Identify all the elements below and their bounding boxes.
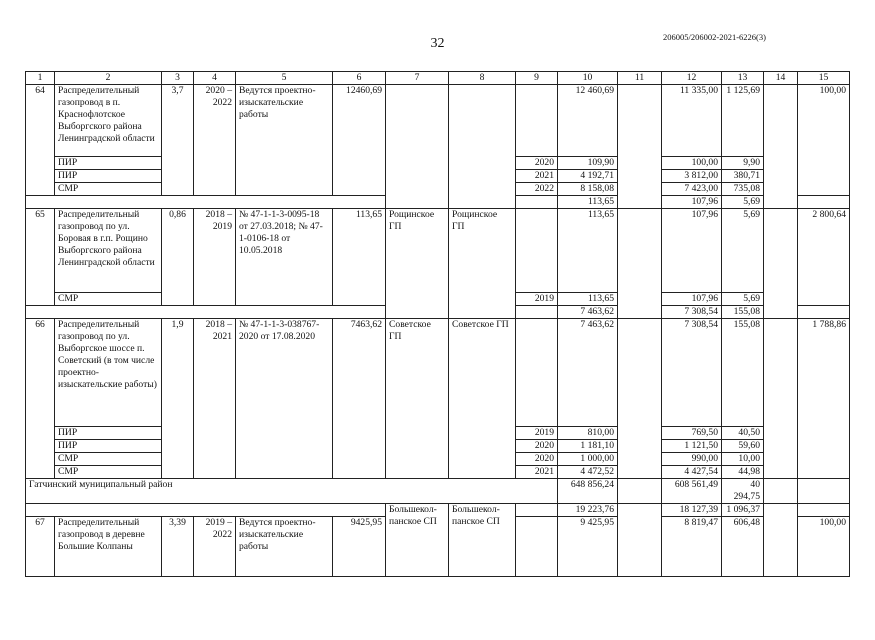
blank-cell <box>618 479 662 504</box>
value-cell <box>618 504 662 577</box>
value-cell: 7 423,00 <box>662 183 722 196</box>
object-name: Распределительный газопровод в деревне Большие Колпаны <box>55 517 162 577</box>
work-type: СМР <box>55 466 162 479</box>
value-cell: 3 812,00 <box>662 170 722 183</box>
value-cell: 5,69 <box>722 196 764 209</box>
row-number: 65 <box>26 209 55 306</box>
value-cell: 9,90 <box>722 157 764 170</box>
object-name: Распределительный газопровод в п. Краснофлотское Выборгского района Ленинградской области <box>55 85 162 157</box>
blank-cell <box>516 504 558 517</box>
value-cell: 107,96 <box>662 293 722 306</box>
value-cell <box>764 319 798 479</box>
value-cell: 18 127,39 <box>662 504 722 517</box>
value-cell: 648 856,24 <box>558 479 618 504</box>
work-type: СМР <box>55 293 162 306</box>
blank-cell <box>798 504 850 517</box>
municipality-cell: Советское ГП <box>386 319 449 479</box>
year-cell: 2020 <box>516 440 558 453</box>
blank-cell <box>798 306 850 319</box>
value-cell <box>764 504 798 577</box>
period-cell: 2020 – 2022 <box>194 85 236 196</box>
header-cell: 1 <box>26 72 55 85</box>
value-cell: 1 181,10 <box>558 440 618 453</box>
district-label: Гатчинский муниципальный район <box>26 479 558 504</box>
value-cell: 735,08 <box>722 183 764 196</box>
object-name: Распределительный газопровод по ул. Выборгское шоссе п. Советский (в том числе проектно-изыскательские работы) <box>55 319 162 427</box>
year-cell <box>516 85 558 157</box>
value-cell: 107,96 <box>662 196 722 209</box>
period-cell: 2018 – 2021 <box>194 319 236 479</box>
value-cell: 59,60 <box>722 440 764 453</box>
header-cell: 2 <box>55 72 162 85</box>
municipality-cell: Большекол-панское СП <box>449 504 516 577</box>
value-cell: 4 192,71 <box>558 170 618 183</box>
header-row <box>26 72 850 85</box>
value-cell <box>516 196 558 209</box>
value-cell: 155,08 <box>722 306 764 319</box>
work-type: ПИР <box>55 170 162 183</box>
value-cell <box>618 209 662 319</box>
value-cell <box>764 85 798 209</box>
value-cell: 380,71 <box>722 170 764 183</box>
year-cell: 2019 <box>516 293 558 306</box>
municipality-cell <box>386 85 449 209</box>
value-cell: 606,48 <box>722 517 764 577</box>
work-type: ПИР <box>55 157 162 170</box>
year-cell: 2020 <box>516 453 558 466</box>
blank-cell <box>798 479 850 504</box>
value-cell: 1 121,50 <box>662 440 722 453</box>
length-cell: 1,9 <box>162 319 194 479</box>
work-type: ПИР <box>55 440 162 453</box>
row-number: 64 <box>26 85 55 196</box>
value-cell: 100,00 <box>798 85 850 196</box>
work-type: СМР <box>55 183 162 196</box>
year-cell: 2020 <box>516 157 558 170</box>
value-cell: 1 096,37 <box>722 504 764 517</box>
value-cell: 4 427,54 <box>662 466 722 479</box>
work-type: ПИР <box>55 427 162 440</box>
value-cell: 4 472,52 <box>558 466 618 479</box>
value-cell: 1 000,00 <box>558 453 618 466</box>
table-row <box>26 85 850 157</box>
value-cell: 990,00 <box>662 453 722 466</box>
municipality-cell: Большекол-панское СП <box>386 504 449 577</box>
object-name: Распределительный газопровод по ул. Боровая в г.п. Рощино Выборгского района Ленинградской области <box>55 209 162 293</box>
value-cell: 7 308,54 <box>662 319 722 427</box>
header-cell: 8 <box>449 72 516 85</box>
value-cell: 769,50 <box>662 427 722 440</box>
value-cell: 9 425,95 <box>558 517 618 577</box>
length-cell: 3,7 <box>162 85 194 196</box>
value-cell: 155,08 <box>722 319 764 427</box>
year-cell <box>516 517 558 577</box>
value-cell: 100,00 <box>662 157 722 170</box>
value-cell: 107,96 <box>662 209 722 293</box>
cost-cell: 7463,62 <box>333 319 386 479</box>
municipality-cell <box>449 85 516 209</box>
header-cell: 12 <box>662 72 722 85</box>
permit-cell: № 47-1-1-3-038767-2020 от 17.08.2020 <box>236 319 333 479</box>
value-cell: 8 158,08 <box>558 183 618 196</box>
permit-cell: Ведутся проектно-изыскательские работы <box>236 517 333 577</box>
value-cell: 2 800,64 <box>798 209 850 306</box>
value-cell: 113,65 <box>558 293 618 306</box>
value-cell: 113,65 <box>558 209 618 293</box>
municipality-cell: Рощинское ГП <box>449 209 516 319</box>
value-cell: 40,50 <box>722 427 764 440</box>
year-cell: 2021 <box>516 170 558 183</box>
municipality-total-row <box>26 504 850 517</box>
header-cell: 7 <box>386 72 449 85</box>
value-cell: 1 125,69 <box>722 85 764 157</box>
header-cell: 5 <box>236 72 333 85</box>
table-row <box>26 209 850 293</box>
year-cell <box>516 209 558 293</box>
value-cell: 1 788,86 <box>798 319 850 479</box>
value-cell: 810,00 <box>558 427 618 440</box>
value-cell: 44,98 <box>722 466 764 479</box>
value-cell: 7 463,62 <box>558 306 618 319</box>
header-cell: 13 <box>722 72 764 85</box>
value-cell: 11 335,00 <box>662 85 722 157</box>
municipality-cell: Рощинское ГП <box>386 209 449 319</box>
row-number: 67 <box>26 517 55 577</box>
value-cell: 7 463,62 <box>558 319 618 427</box>
header-cell: 4 <box>194 72 236 85</box>
value-cell: 40 294,75 <box>722 479 764 504</box>
length-cell: 3,39 <box>162 517 194 577</box>
value-cell: 100,00 <box>798 517 850 577</box>
cost-cell: 9425,95 <box>333 517 386 577</box>
investment-table <box>25 71 850 577</box>
period-cell: 2018 – 2019 <box>194 209 236 306</box>
header-cell: 9 <box>516 72 558 85</box>
district-total-row <box>26 479 850 504</box>
document-reference: 206005/206002-2021-6226(3) <box>663 32 766 42</box>
blank-cell <box>798 196 850 209</box>
value-cell: 113,65 <box>558 196 618 209</box>
header-cell: 6 <box>333 72 386 85</box>
header-cell: 10 <box>558 72 618 85</box>
period-cell: 2019 – 2022 <box>194 517 236 577</box>
length-cell: 0,86 <box>162 209 194 306</box>
value-cell <box>618 85 662 209</box>
municipality-cell: Советское ГП <box>449 319 516 479</box>
year-cell: 2021 <box>516 466 558 479</box>
value-cell: 7 308,54 <box>662 306 722 319</box>
value-cell: 5,69 <box>722 293 764 306</box>
year-cell: 2019 <box>516 427 558 440</box>
value-cell: 5,69 <box>722 209 764 293</box>
year-cell: 2022 <box>516 183 558 196</box>
value-cell: 8 819,47 <box>662 517 722 577</box>
value-cell: 10,00 <box>722 453 764 466</box>
value-cell: 109,90 <box>558 157 618 170</box>
row-number: 66 <box>26 319 55 479</box>
value-cell: 12 460,69 <box>558 85 618 157</box>
value-cell <box>516 306 558 319</box>
work-type: СМР <box>55 453 162 466</box>
blank-cell <box>764 479 798 504</box>
value-cell <box>618 319 662 479</box>
permit-cell: № 47-1-1-3-0095-18 от 27.03.2018; № 47-1-0106-18 от 10.05.2018 <box>236 209 333 306</box>
header-cell: 3 <box>162 72 194 85</box>
header-cell: 15 <box>798 72 850 85</box>
year-cell <box>516 319 558 427</box>
page-number: 32 <box>430 36 445 51</box>
header-cell: 14 <box>764 72 798 85</box>
blank-cell <box>26 306 386 319</box>
value-cell <box>764 209 798 319</box>
value-cell: 19 223,76 <box>558 504 618 517</box>
blank-cell <box>26 196 386 209</box>
permit-cell: Ведутся проектно-изыскательские работы <box>236 85 333 196</box>
table-row <box>26 319 850 427</box>
blank-cell <box>26 504 386 517</box>
cost-cell: 113,65 <box>333 209 386 306</box>
header-cell: 11 <box>618 72 662 85</box>
cost-cell: 12460,69 <box>333 85 386 196</box>
value-cell: 608 561,49 <box>662 479 722 504</box>
